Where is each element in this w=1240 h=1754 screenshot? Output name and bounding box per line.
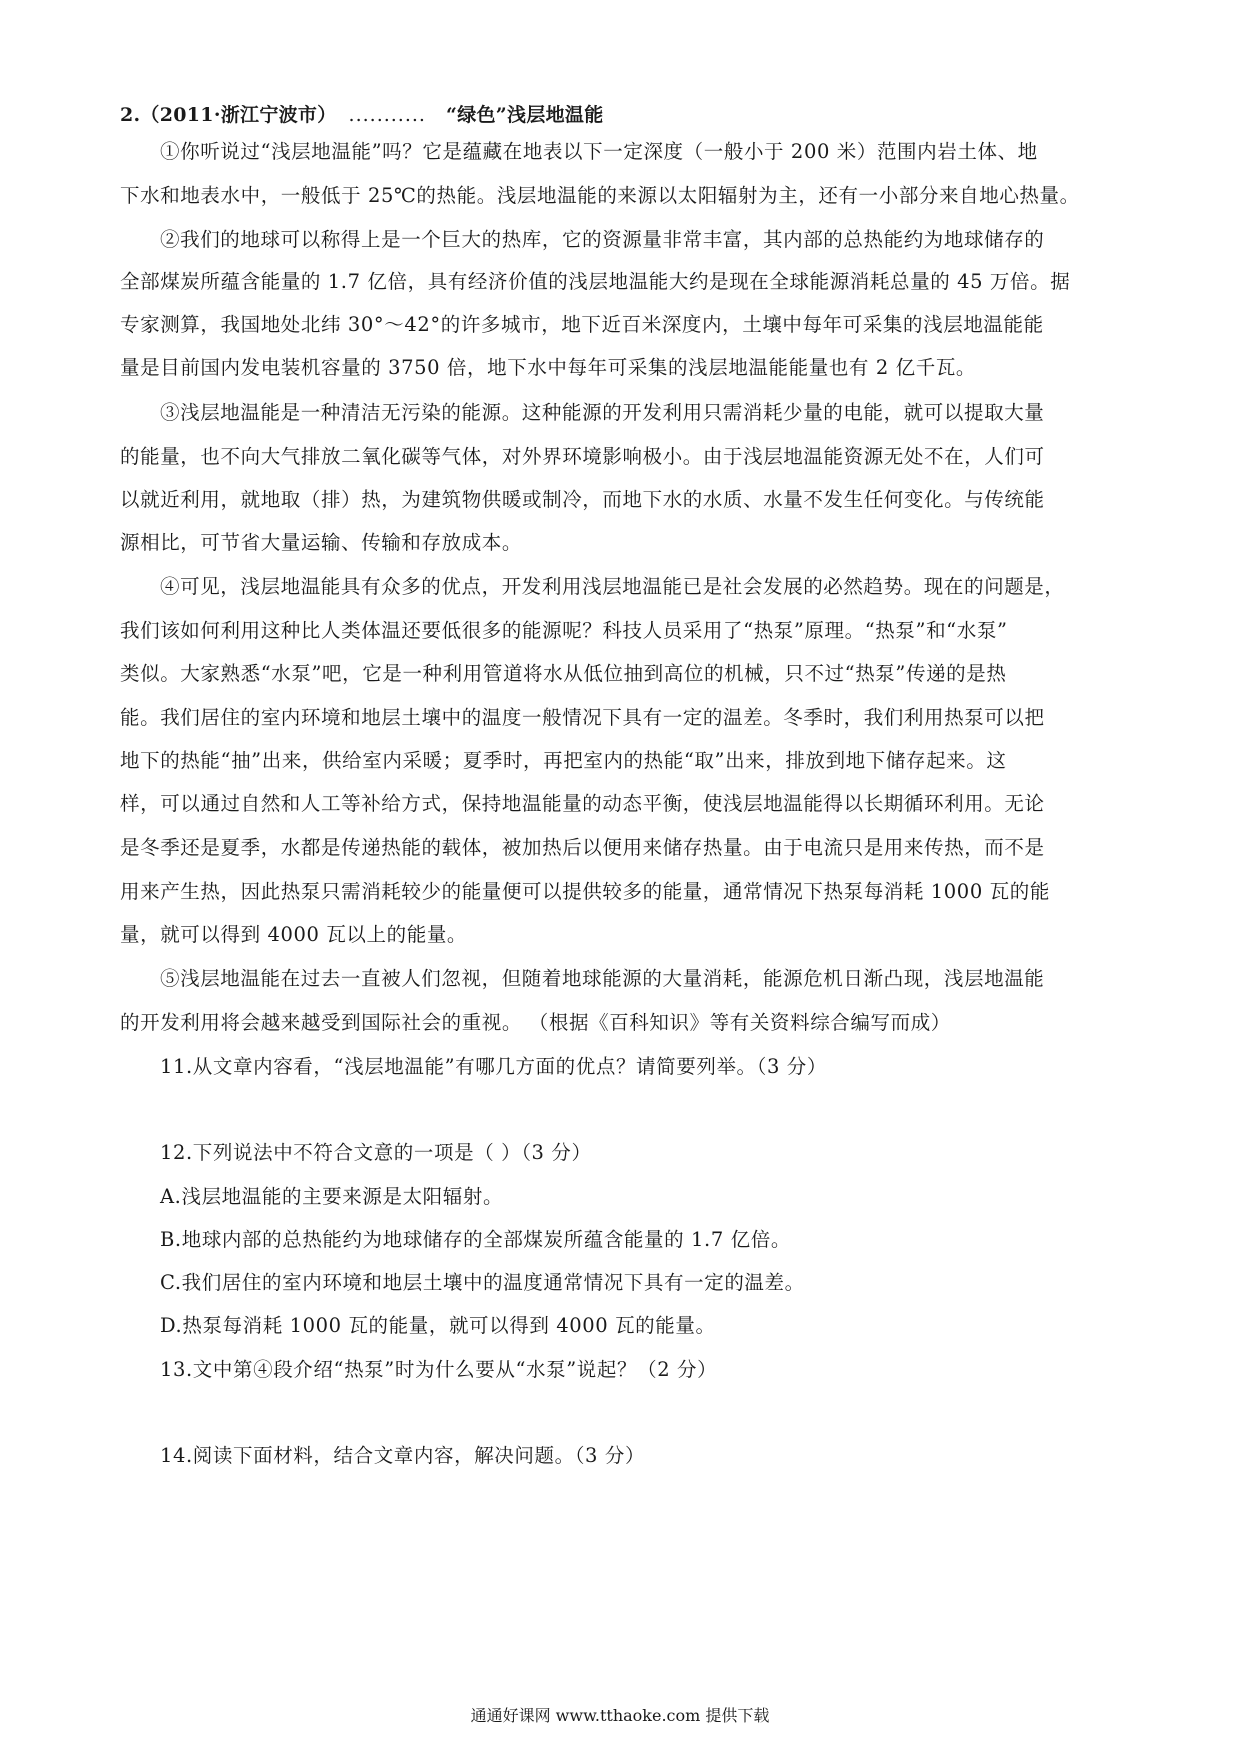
text-line: ④可见，浅层地温能具有众多的优点，开发利用浅层地温能已是社会发展的必然趋势。现在的问题是， (160, 575, 1065, 598)
text-line: 我们该如何利用这种比人类体温还要低很多的能源呢？科技人员采用了“热泵”原理。“热泵”和“水泵” (120, 619, 1008, 642)
text-line: 的能量，也不向大气排放二氧化碳等气体，对外界环境影响极小。由于浅层地温能资源无处不在，人们可 (120, 445, 1045, 468)
option-c: C.我们居住的室内环境和地层土壤中的温度通常情况下具有一定的温差。 (160, 1271, 805, 1294)
text-line: ③浅层地温能是一种清洁无污染的能源。这种能源的开发利用只需消耗少量的电能，就可以提取大量 (160, 401, 1045, 424)
question-12: 12.下列说法中不符合文意的一项是（ ）（3 分） (160, 1141, 592, 1164)
text-line: ②我们的地球可以称得上是一个巨大的热库，它的资源量非常丰富，其内部的总热能约为地球储存的 (160, 228, 1045, 251)
text-line: 全部煤炭所蕴含能量的 1.7 亿倍，具有经济价值的浅层地温能大约是现在全球能源消耗总量的 45 万倍。据 (120, 270, 1071, 293)
text-line: 用来产生热，因此热泵只需消耗较少的能量便可以提供较多的能量，通常情况下热泵每消耗 1000 瓦的能 (120, 880, 1050, 903)
text-line: 量，就可以得到 4000 瓦以上的能量。 (120, 923, 468, 946)
question-number-source: 2.（2011·浙江宁波市） (120, 104, 337, 126)
text-line: 样，可以通过自然和人工等补给方式，保持地温能量的动态平衡，使浅层地温能得以长期循环利用。无论 (120, 792, 1045, 815)
text-line: 是冬季还是夏季，水都是传递热能的载体，被加热后以便用来储存热量。由于电流只是用来传热，而不是 (120, 836, 1045, 859)
text-line: 下水和地表水中，一般低于 25℃的热能。浅层地温能的来源以太阳辐射为主，还有一小部分来自地心热量。 (120, 184, 1080, 207)
text-line: 的开发利用将会越来越受到国际社会的重视。 （根据《百科知识》等有关资料综合编写而成） (120, 1011, 951, 1034)
question-11: 11.从文章内容看，“浅层地温能”有哪几方面的优点？请简要列举。（3 分） (160, 1055, 828, 1078)
text-line: ①你听说过“浅层地温能”吗？它是蕴藏在地表以下一定深度（一般小于 200 米）范围内岩土体、地 (160, 140, 1038, 163)
article-title: “绿色”浅层地温能 (445, 104, 604, 126)
text-line: 源相比，可节省大量运输、传输和存放成本。 (120, 531, 523, 554)
option-d: D.热泵每消耗 1000 瓦的能量，就可以得到 4000 瓦的能量。 (160, 1314, 716, 1337)
question-heading (120, 100, 604, 127)
text-line: 能。我们居住的室内环境和地层土壤中的温度一般情况下具有一定的温差。冬季时，我们利用热泵可以把 (120, 706, 1045, 729)
option-b: B.地球内部的总热能约为地球储存的全部煤炭所蕴含能量的 1.7 亿倍。 (160, 1228, 791, 1251)
question-13: 13.文中第④段介绍“热泵”时为什么要从“水泵”说起？（2 分） (160, 1358, 718, 1381)
text-line: ⑤浅层地温能在过去一直被人们忽视，但随着地球能源的大量消耗，能源危机日渐凸现，浅层地温能 (160, 967, 1045, 990)
question-14: 14.阅读下面材料，结合文章内容，解决问题。（3 分） (160, 1444, 646, 1467)
text-line: 类似。大家熟悉“水泵”吧，它是一种利用管道将水从低位抽到高位的机械，只不过“热泵”传递的是热 (120, 662, 1007, 685)
option-a: A.浅层地温能的主要来源是太阳辐射。 (160, 1185, 504, 1208)
text-line: 地下的热能“抽”出来，供给室内采暖；夏季时，再把室内的热能“取”出来，排放到地下储存起来。这 (120, 749, 1007, 772)
text-line: 量是目前国内发电装机容量的 3750 倍，地下水中每年可采集的浅层地温能能量也有 2 亿千瓦。 (120, 356, 977, 379)
text-line: 以就近利用，就地取（排）热，为建筑物供暖或制冷，而地下水的水质、水量不发生任何变化。与传统能 (120, 488, 1045, 511)
text-line: 专家测算，我国地处北纬 30°～42°的许多城市，地下近百米深度内，土壤中每年可采集的浅层地温能能 (120, 313, 1044, 336)
leader-dots: ........... (348, 104, 426, 126)
page-footer: 通通好课网 www.tthaoke.com 提供下载 (470, 1706, 770, 1725)
